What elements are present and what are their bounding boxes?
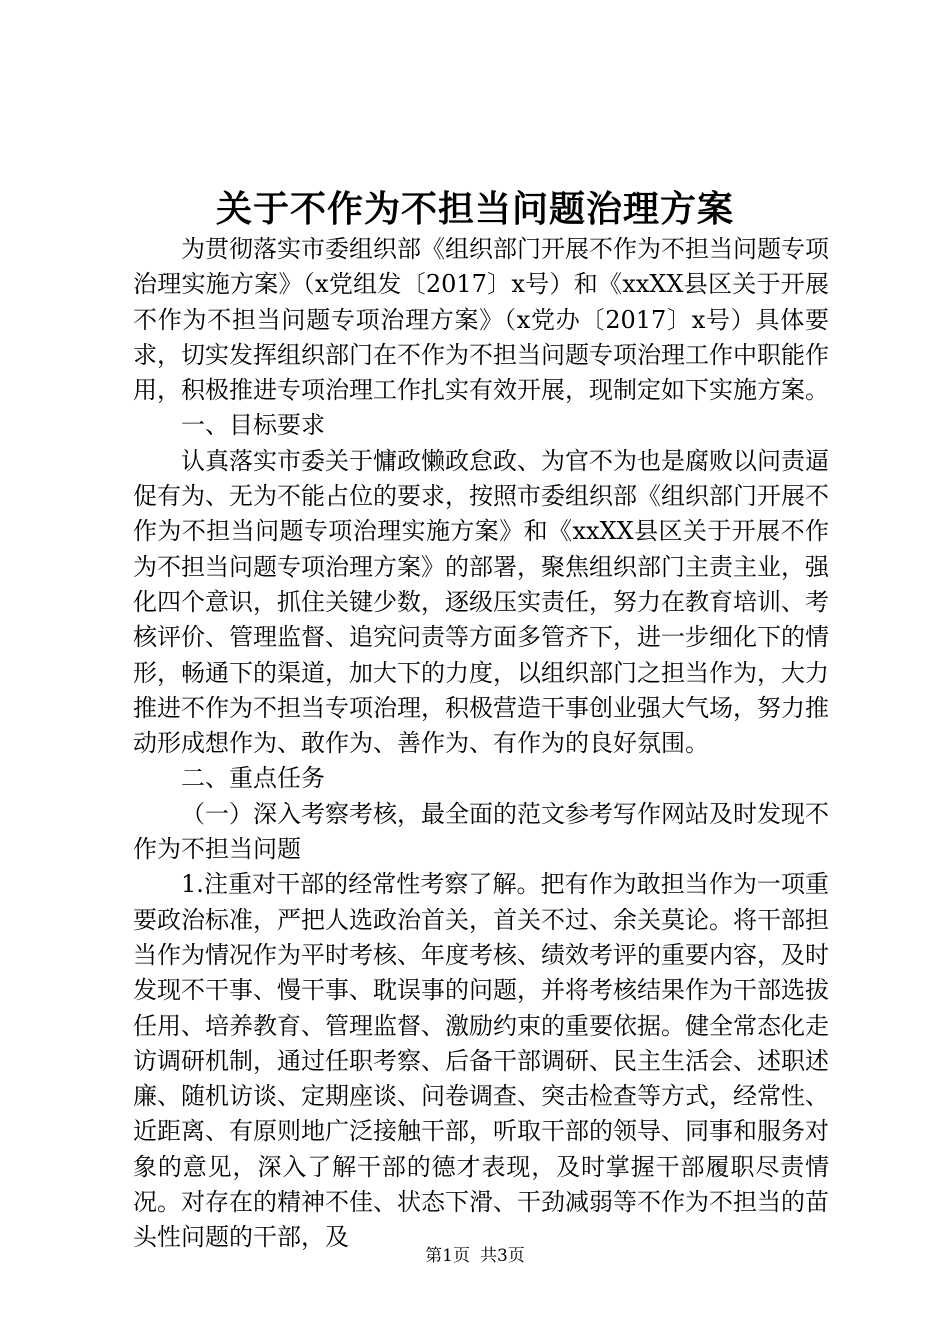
paragraph-task-1: 1.注重对干部的经常性考察了解。把有作为敢担当作为一项重要政治标准，严把人选政治首关，首关不过、余关莫论。将干部担当作为情况作为平时考核、年度考核、绩效考评的重要内容，及时发现不干事、慢干事、耽误事的问题，并将考核结果作为干部选拔任用、培养教育、管理监督、激励约束的重要依据。健全常态化走访调研机制，通过任职考察、后备干部调研、民主生活会、述职述廉、随机访谈、定期座谈、问卷调查、突击检查等方式，经常性、近距离、有原则地广泛接触干部，听取干部的领导、同事和服务对象的意见，深入了解干部的德才表现，及时掌握干部履职尽责情况。对存在的精神不佳、状态下滑、干劲减弱等不作为不担当的苗头性问题的干部，及 <box>133 870 829 1252</box>
paragraph-intro: 为贯彻落实市委组织部《组织部门开展不作为不担当问题专项治理实施方案》（x党组发〔2017〕x号）和《xxXX县区关于开展不作为不担当问题专项治理方案》（x党办〔2017〕x号）具体要求，切实发挥组织部门在不作为不担当问题专项治理工作中职能作用，积极推进专项治理工作扎实有效开展，现制定如下实施方案。 <box>133 235 829 405</box>
subsection-heading-1: （一）深入考察考核，最全面的范文参考写作网站及时发现不作为不担当问题 <box>133 799 829 864</box>
document-body <box>133 232 829 1256</box>
document-title: 关于不作为不担当问题治理方案 <box>215 188 734 230</box>
page-footer <box>0 1244 950 1268</box>
page-total: 共3页 <box>480 1246 525 1266</box>
section-heading-goals: 一、目标要求 <box>181 411 325 440</box>
page-number: 第1页 <box>425 1246 470 1266</box>
section-heading-tasks: 二、重点任务 <box>181 764 325 793</box>
paragraph-goals: 认真落实市委关于慵政懒政怠政、为官不为也是腐败以问责逼促有为、无为不能占位的要求，按照市委组织部《组织部门开展不作为不担当问题专项治理实施方案》和《xxXX县区关于开展不作为不担当问题专项治理方案》的部署，聚焦组织部门主责主业，强化四个意识，抓住关键少数，逐级压实责任，努力在教育培训、考核评价、管理监督、追究问责等方面多管齐下，进一步细化下的情形，畅通下的渠道，加大下的力度，以组织部门之担当作为，大力推进不作为不担当专项治理，积极营造干事创业强大气场，努力推动形成想作为、敢作为、善作为、有作为的良好氛围。 <box>133 446 829 758</box>
